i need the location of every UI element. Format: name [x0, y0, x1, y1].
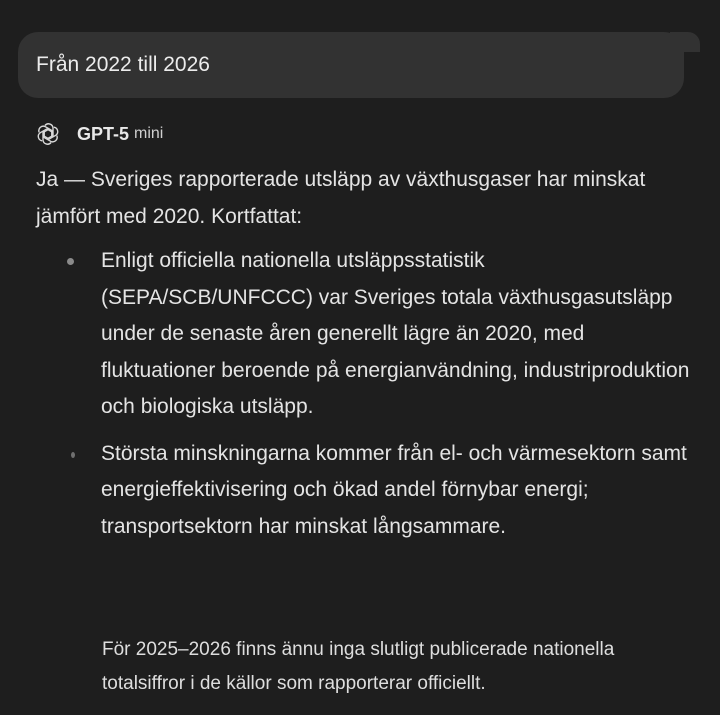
model-variant: mini [134, 125, 164, 142]
list-item [36, 243, 696, 426]
response-note: För 2025–2026 finns ännu inga slutligt publicerade nationella totalsiffror i de källor som rapporterar officiellt. [102, 639, 615, 694]
user-message-text: Från 2022 till 2026 [36, 53, 210, 76]
bullet-dot-icon [67, 258, 74, 265]
bullet-text: Största minskningarna kommer från el- och värmesektorn samt energieffektivisering och ökad andel förnybar energi; transportsektorn har minskat långsammare. [101, 441, 687, 538]
user-message-bubble [18, 32, 684, 98]
response-bullet-list [36, 243, 696, 545]
model-header [36, 120, 163, 148]
list-item [36, 436, 696, 546]
bullet-text: Enligt officiella nationella utsläppsstatistik (SEPA/SCB/UNFCCC) var Sveriges totala växthusgasutsläpp under de senaste åren generellt lägre än 2020, med fluktuationer beroende på energianvändning, industriproduktion och biologiska utsläpp. [101, 249, 690, 418]
model-name: GPT-5 [77, 123, 130, 144]
bullet-dot-icon [71, 452, 75, 458]
openai-logo-icon [36, 122, 60, 146]
response-intro: Ja — Sveriges rapporterade utsläpp av växthusgaser har minskat jämfört med 2020. Kortfattat: [36, 168, 646, 228]
assistant-response [36, 162, 696, 545]
